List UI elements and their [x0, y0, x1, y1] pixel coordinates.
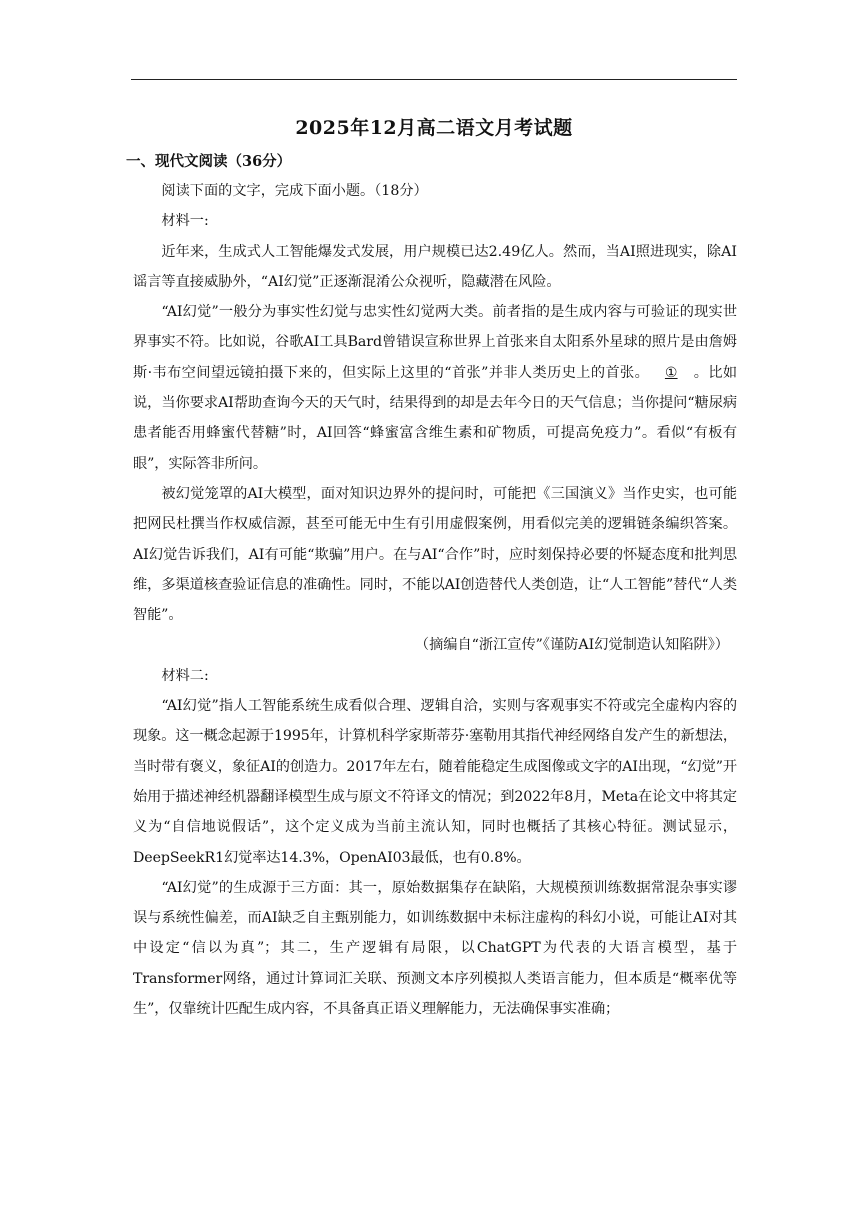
- instruction-text: 阅读下面的文字，完成下面小题。（18分）: [161, 183, 428, 199]
- paragraph-2-part-before-blank: “AI幻觉”一般分为事实性幻觉与忠实性幻觉两大类。前者指的是生成内容与可验证的现实世界事实不符。比如说，谷歌AI工具Bard曾错误宣称世界上首张来自太阳系外星球的照片是由詹姆斯·韦布空间望远镜拍摄下来的，但实际上这里的“首张”并非人类历史上的首张。: [133, 304, 737, 381]
- material-one-paragraph-3: 被幻觉笼罩的AI大模型，面对知识边界外的提问时，可能把《三国演义》当作史实，也可能把网民杜撰当作权威信源，甚至可能无中生有引用虚假案例，用看似完美的逻辑链条编织答案。AI幻觉告诉我们，AI有可能“欺骗”用户。在与AI“合作”时，应时刻保持必要的怀疑态度和批判思维，多渠道核查验证信息的准确性。同时，不能以AI创造替代人类创造，让“人工智能”替代“人类智能”。: [133, 485, 737, 624]
- header-rule: [131, 79, 737, 80]
- material-two-paragraph-2: “AI幻觉”的生成源于三方面：其一，原始数据集存在缺陷，大规模预训练数据常混杂事实谬误与系统性偏差，而AI缺乏自主甄别能力，如训练数据中未标注虚构的科幻小说，可能让AI对其中设定“信以为真”；其二，生产逻辑有局限，以ChatGPT为代表的大语言模型，基于Transformer网络，通过计算词汇关联、预测文本序列模拟人类语言能力，但本质是“概率优等生”，仅靠统计匹配生成内容，不具备真正语义理解能力，无法确保事实准确；: [133, 879, 737, 1018]
- material-one-paragraph-1: 近年来，生成式人工智能爆发式发展，用户规模已达2.49亿人。然而，当AI照进现实，除AI谣言等直接威胁外，“AI幻觉”正逐渐混淆公众视听，隐藏潜在风险。: [133, 243, 737, 290]
- paragraph-2-part-after-blank: 。比如说，当你要求AI帮助查询今天的天气时，结果得到的却是去年今日的天气信息；当你提问“糖尿病患者能否用蜂蜜代替糖”时，AI回答“蜂蜜富含维生素和矿物质，可提高免疫力”。看似“有板有眼”，实际答非所问。: [133, 364, 737, 472]
- reading-content: [133, 176, 737, 1024]
- fill-in-blank-1: ①: [664, 364, 678, 381]
- material-two-paragraph-1: “AI幻觉”指人工智能系统生成看似合理、逻辑自洽，实则与客观事实不符或完全虚构内容的现象。这一概念起源于1995年，计算机科学家斯蒂芬·塞勒用其指代神经网络自发产生的新想法，当时带有褒义，象征AI的创造力。2017年左右，随着能稳定生成图像或文字的AI出现，“幻觉”开始用于描述神经机器翻译模型生成与原文不符译文的情况；到2022年8月，Meta在论文中将其定义为“自信地说假话”，这个定义成为当前主流认知，同时也概括了其核心特征。测试显示，DeepSeekR1幻觉率达14.3%，OpenAI03最低，也有0.8%。: [133, 698, 737, 866]
- exam-title: 2025年12月高二语文月考试题: [295, 117, 573, 139]
- material-one-source: （摘编自“浙江宣传”《谨防AI幻觉制造认知陷阱》）: [414, 637, 729, 654]
- material-two-label: 材料二:: [161, 667, 209, 684]
- material-one-label: 材料一:: [161, 213, 209, 230]
- material-one-paragraph-2: [133, 297, 737, 479]
- section-heading: 一、现代文阅读（36分）: [126, 153, 292, 170]
